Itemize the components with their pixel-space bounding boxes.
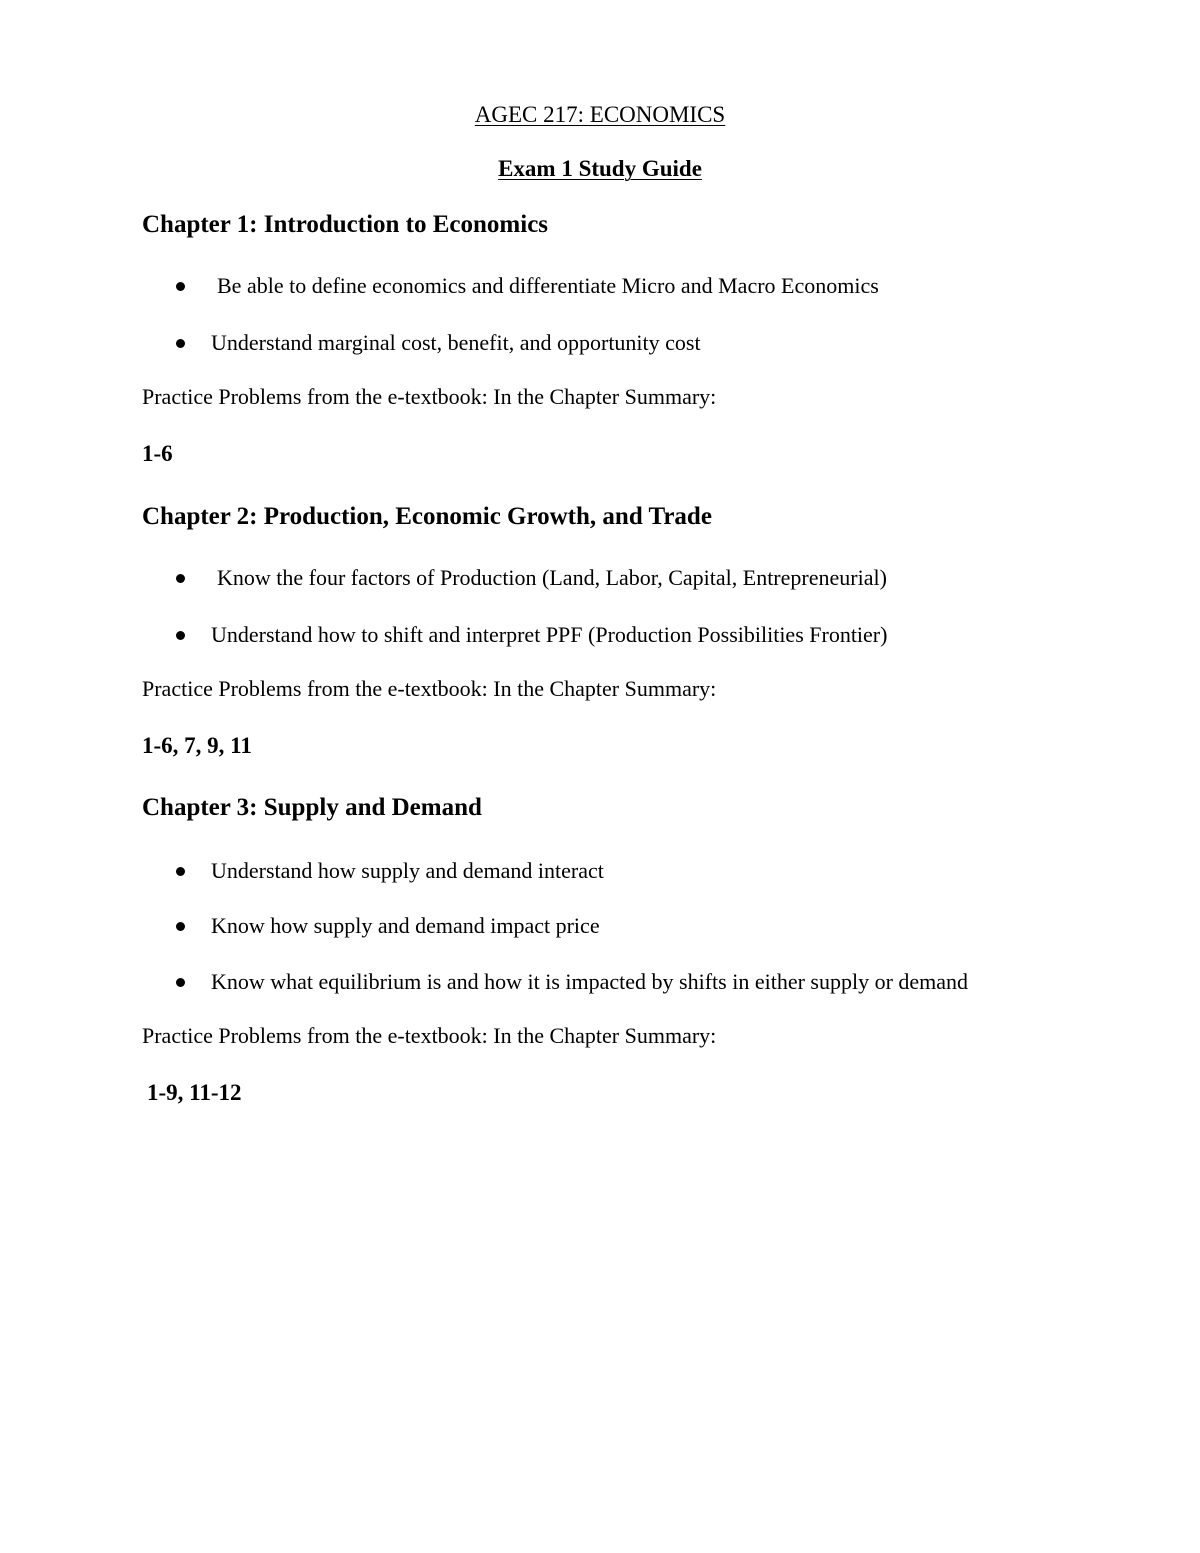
chapter-1-practice-label: Practice Problems from the e-textbook: In the Chapter Summary: xyxy=(142,384,717,409)
bullet-text: Understand how supply and demand interact xyxy=(211,858,604,883)
bullet-icon xyxy=(176,978,185,987)
study-guide-subtitle: Exam 1 Study Guide xyxy=(498,156,702,181)
bullet-text: Understand marginal cost, benefit, and opportunity cost xyxy=(211,330,701,355)
bullet-text: Know how supply and demand impact price xyxy=(211,913,600,938)
chapter-3-practice-label: Practice Problems from the e-textbook: In the Chapter Summary: xyxy=(142,1023,717,1048)
bullet-icon xyxy=(176,631,185,640)
chapter-3-heading: Chapter 3: Supply and Demand xyxy=(142,794,482,821)
chapter-1-heading: Chapter 1: Introduction to Economics xyxy=(142,211,549,238)
bullet-text: Understand how to shift and interpret PPF (Production Possibilities Frontier) xyxy=(211,622,888,647)
course-title: AGEC 217: ECONOMICS xyxy=(474,102,726,127)
bullet-icon xyxy=(176,282,185,291)
chapter-2-problems: 1-6, 7, 9, 11 xyxy=(142,733,252,758)
bullet-text: Be able to define economics and differentiate Micro and Macro Economics xyxy=(217,273,879,298)
chapter-2-heading: Chapter 2: Production, Economic Growth, and Trade xyxy=(142,503,712,530)
bullet-icon xyxy=(176,922,185,931)
chapter-3-problems: 1-9, 11-12 xyxy=(147,1080,242,1105)
chapter-2-practice-label: Practice Problems from the e-textbook: In the Chapter Summary: xyxy=(142,676,717,701)
bullet-icon xyxy=(176,867,185,876)
bullet-icon xyxy=(176,574,185,583)
bullet-icon xyxy=(176,339,185,348)
chapter-1-problems: 1-6 xyxy=(142,441,173,466)
bullet-text: Know the four factors of Production (Land, Labor, Capital, Entrepreneurial) xyxy=(217,565,887,590)
bullet-text: Know what equilibrium is and how it is impacted by shifts in either supply or demand xyxy=(211,969,969,994)
